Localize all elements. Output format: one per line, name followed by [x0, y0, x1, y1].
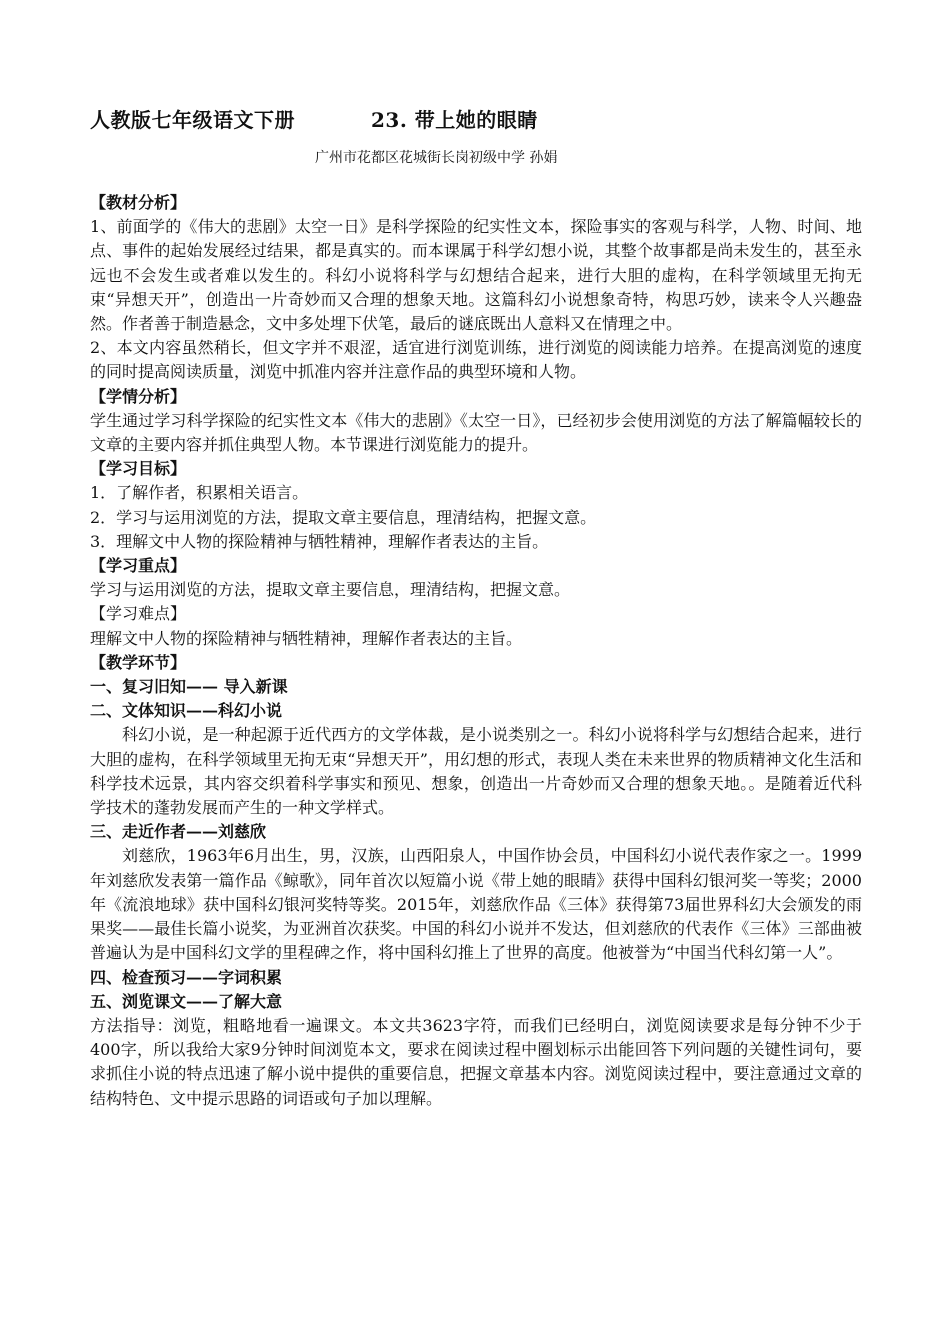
heading-learning-goals: 【学习目标】: [90, 459, 187, 479]
author-line: 广州市花都区花城街长岗初级中学 孙娟: [315, 150, 558, 166]
step-4-heading: 四、检查预习——字词积累: [90, 967, 283, 987]
document-title: [90, 104, 538, 133]
goal-item: 1．了解作者，积累相关语言。: [90, 483, 309, 503]
heading-key-points: 【学习重点】: [90, 556, 187, 576]
step-5-paragraph: 方法指导：浏览，粗略地看一遍课文。本文共3623字符，而我们已经明白，浏览阅读要求是每分钟不少于400字，所以我给大家9分钟时间浏览本文，要求在阅读过程中圈划标示出能回答下列问题的关键性词句，要求抓住小说的特点迅速了解小说中提供的重要信息，把握文章基本内容。浏览阅读过程中，要注意通过文章的结构特色、文中提示思路的词语或句子加以理解。: [90, 1015, 862, 1108]
material-paragraph-1: 1、前面学的《伟大的悲剧》太空一日》是科学探险的纪实性文本，探险事实的客观与科学，人物、时间、地点、事件的起始发展经过结果，都是真实的。而本课属于科学幻想小说，其整个故事都是尚未发生的，甚至永远也不会发生或者难以发生的。科幻小说将科学与幻想结合起来，进行大胆的虚构，在科学领域里无拘无束“异想天开”，创造出一片奇妙而又合理的想象天地。这篇科幻小说想象奇特，构思巧妙，读来令人兴趣盎然。作者善于制造悬念，文中多处埋下伏笔，最后的谜底既出人意料又在情理之中。: [90, 217, 862, 334]
student-paragraph: 学生通过学习科学探险的纪实性文本《伟大的悲剧》《太空一日》，已经初步会使用浏览的方法了解篇幅较长的文章的主要内容并抓住典型人物。本节课进行浏览能力的提升。: [90, 410, 862, 455]
heading-teaching-steps: 【教学环节】: [90, 652, 187, 672]
document-body: [90, 191, 862, 1111]
step-3-heading: 三、走近作者——刘慈欣: [90, 822, 267, 842]
goal-item: 3．理解文中人物的探险精神与牺牲精神，理解作者表达的主旨。: [90, 531, 549, 551]
difficult-points-paragraph: 理解文中人物的探险精神与牺牲精神，理解作者表达的主旨。: [90, 628, 523, 648]
material-paragraph-2: 2、本文内容虽然稍长，但文字并不艰涩，适宜进行浏览训练，进行浏览的阅读能力培养。在提高浏览的速度的同时提高阅读质量，浏览中抓准内容并注意作品的典型环境和人物。: [90, 338, 862, 382]
heading-difficult-points: 【学习难点】: [90, 604, 187, 624]
title-book: 人教版七年级语文下册: [90, 108, 295, 132]
step-2-heading: 二、文体知识——科幻小说: [90, 701, 283, 721]
goal-item: 2．学习与运用浏览的方法，提取文章主要信息，理清结构，把握文意。: [90, 507, 597, 527]
step-1-heading: 一、复习旧知—— 导入新课: [90, 677, 288, 697]
step-3-paragraph: 刘慈欣，1963年6月出生，男，汉族，山西阳泉人，中国作协会员，中国科幻小说代表作家之一。1999年刘慈欣发表第一篇作品《鲸歌》，同年首次以短篇小说《带上她的眼睛》获得中国科幻银河奖一等奖；2000年《流浪地球》获中国科幻银河奖特等奖。2015年，刘慈欣作品《三体》获得第73届世界科幻大会颁发的雨果奖——最佳长篇小说奖，为亚洲首次获奖。中国的科幻小说并不发达，但刘慈欣的代表作《三体》三部曲被普遍认为是中国科幻文学的里程碑之作，将中国科幻推上了世界的高度。他被誉为“中国当代科幻第一人”。: [90, 846, 862, 963]
step-5-heading: 五、浏览课文——了解大意: [90, 991, 283, 1011]
key-points-paragraph: 学习与运用浏览的方法，提取文章主要信息，理清结构，把握文意。: [90, 580, 571, 600]
title-lesson: 23. 带上她的眼睛: [371, 108, 538, 132]
heading-student-analysis: 【学情分析】: [90, 386, 187, 406]
heading-material-analysis: 【教材分析】: [90, 193, 187, 212]
step-2-paragraph: 科幻小说，是一种起源于近代西方的文学体裁，是小说类别之一。科幻小说将科学与幻想结合起来，进行大胆的虚构，在科学领域里无拘无束“异想天开”，用幻想的形式，表现人类在未来世界的物质精神文化生活和科学技术远景，其内容交织着科学事实和预见、想象，创造出一片奇妙而又合理的想象天地。。是随着近代科学技术的蓬勃发展而产生的一种文学样式。: [90, 725, 862, 818]
